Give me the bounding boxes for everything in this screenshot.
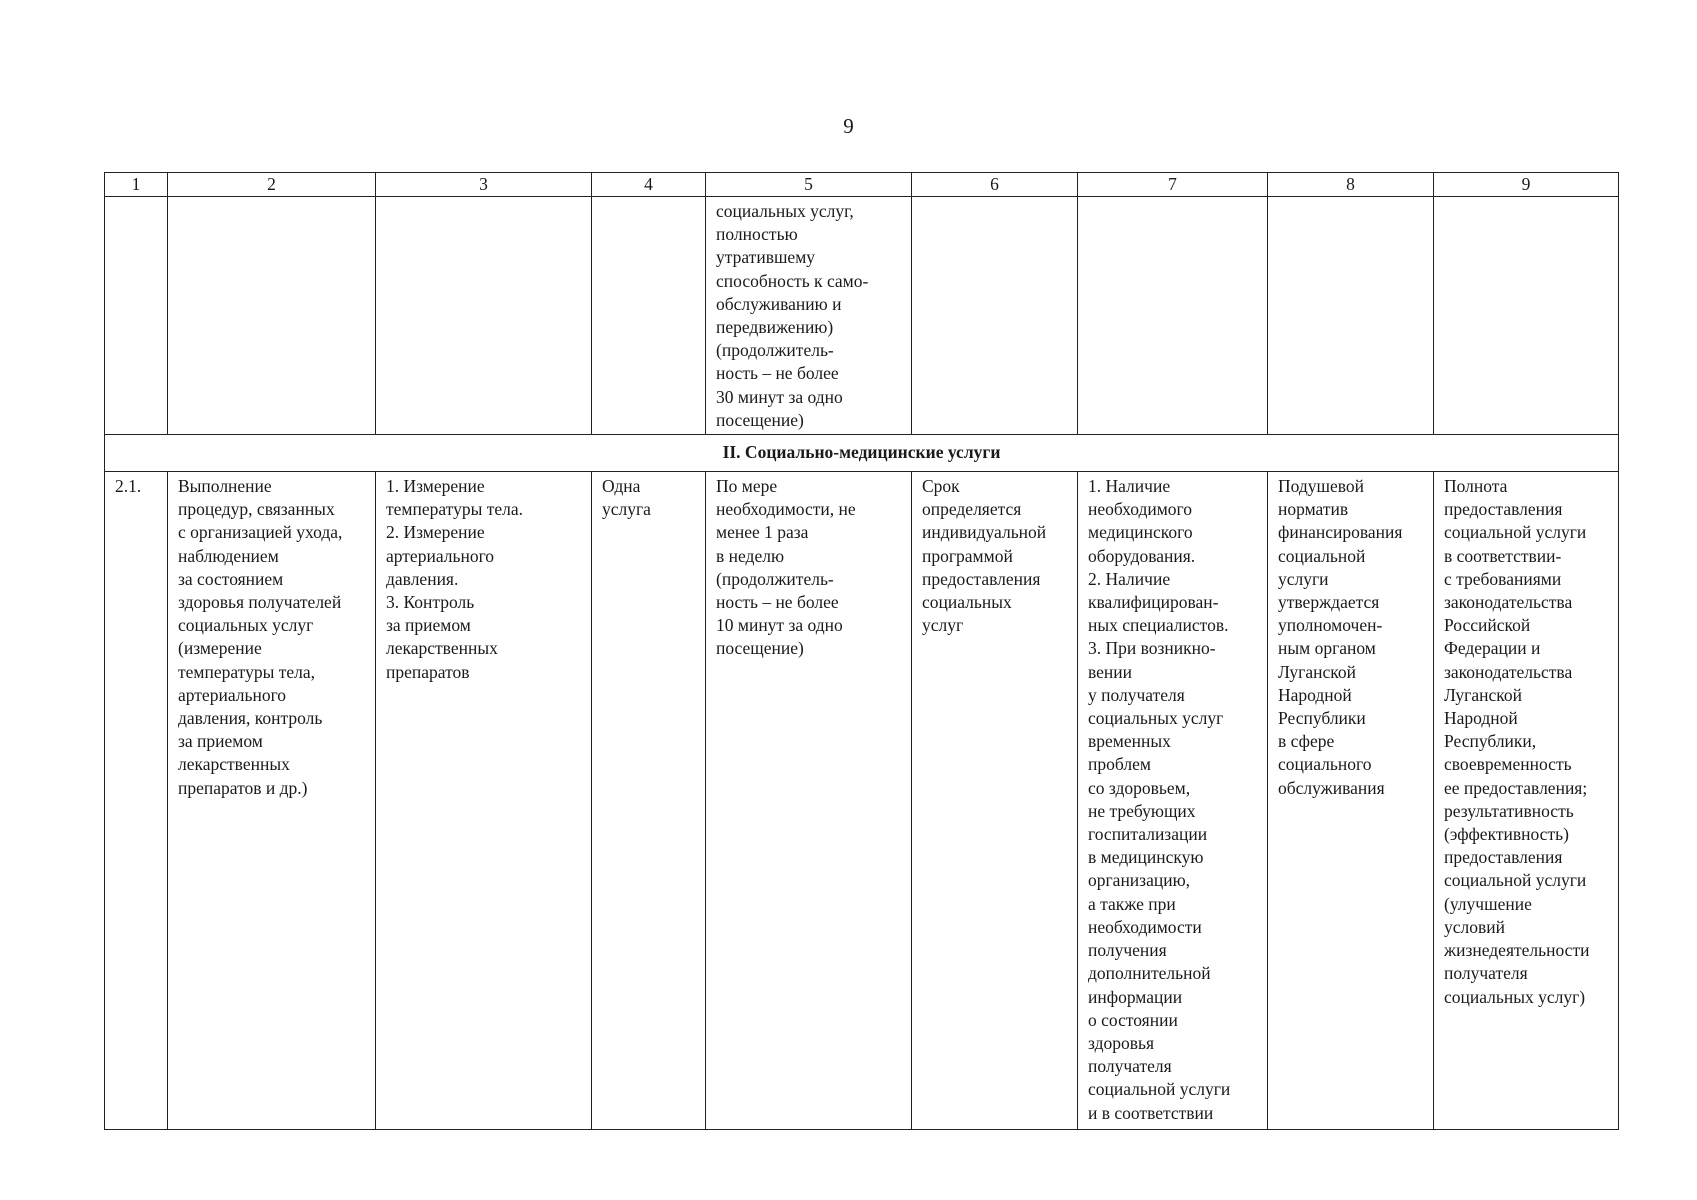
- frequency-cell: По мере необходимости, не менее 1 раза в неделю (продолжитель- ность – не более 10 минут за одно посещение): [706, 472, 912, 1130]
- cont-cell-3: [376, 197, 592, 435]
- header-cell-7: 7: [1078, 173, 1268, 197]
- service-name-cell: Выполнение процедур, связанных с организацией ухода, наблюдением за состоянием здоровья получателей социальных услуг (измерение температуры тела, артериального давления, контроль за приемом лекарственных препаратов и др.): [168, 472, 376, 1130]
- cont-cell-7: [1078, 197, 1268, 435]
- header-cell-3: 3: [376, 173, 592, 197]
- section-title: II. Социально-медицинские услуги: [105, 435, 1619, 472]
- header-cell-9: 9: [1434, 173, 1619, 197]
- term-cell: Срок определяется индивидуальной программой предоставления социальных услуг: [912, 472, 1078, 1130]
- header-cell-4: 4: [592, 173, 706, 197]
- header-cell-5: 5: [706, 173, 912, 197]
- row-number-cell: 2.1.: [105, 472, 168, 1130]
- cont-cell-8: [1268, 197, 1434, 435]
- header-row: [105, 173, 1619, 197]
- table-row: [105, 472, 1619, 1130]
- cont-cell-9: [1434, 197, 1619, 435]
- page-number: 9: [843, 114, 854, 138]
- header-cell-6: 6: [912, 173, 1078, 197]
- header-cell-1: 1: [105, 173, 168, 197]
- cont-cell-1: [105, 197, 168, 435]
- quality-cell: Полнота предоставления социальной услуги в соответствии- с требованиями законодательства Российской Федерации и законодательства Луганской Народной Республики, своевременность ее предоставления; результативность (эффективность) предоставления социальной услуги (улучшение условий жизнедеятельности получателя социальных услуг): [1434, 472, 1619, 1130]
- services-table: [104, 172, 1619, 1130]
- header-cell-2: 2: [168, 173, 376, 197]
- header-cell-8: 8: [1268, 173, 1434, 197]
- cont-cell-4: [592, 197, 706, 435]
- cont-cell-2: [168, 197, 376, 435]
- conditions-cell: 1. Наличие необходимого медицинского оборудования. 2. Наличие квалифицирован- ных специалистов. 3. При возникно- вении у получателя социальных услуг временных проблем со здоровьем, не требующих госпитализации в медицинскую организацию, а также при необходимости получения дополнительной информации о состоянии здоровья получателя социальной услуги и в соответствии: [1078, 472, 1268, 1130]
- cont-cell-5: социальных услуг, полностью утратившему способность к само- обслуживанию и передвижению) (продолжитель- ность – не более 30 минут за одно посещение): [706, 197, 912, 435]
- continuation-row: [105, 197, 1619, 435]
- financing-cell: Подушевой норматив финансирования социальной услуги утверждается уполномочен- ным органом Луганской Народной Республики в сфере социального обслуживания: [1268, 472, 1434, 1130]
- cont-cell-6: [912, 197, 1078, 435]
- unit-cell: Одна услуга: [592, 472, 706, 1130]
- section-row: [105, 435, 1619, 472]
- service-content-cell: 1. Измерение температуры тела. 2. Измерение артериального давления. 3. Контроль за приемом лекарственных препаратов: [376, 472, 592, 1130]
